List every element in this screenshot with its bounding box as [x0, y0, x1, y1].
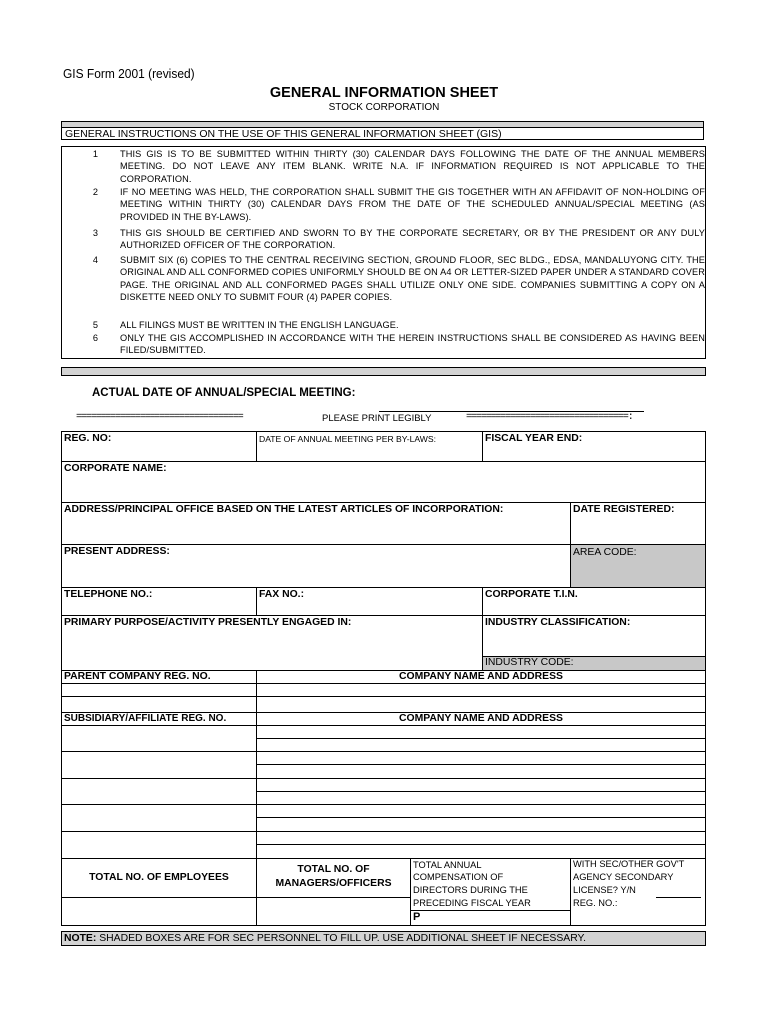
instruction-text: ONLY THE GIS ACCOMPLISHED IN ACCORDANCE WITH THE HEREIN INSTRUCTIONS SHALL BE CONSIDERED AS HAVING BEEN FILED/SUBMITTED.: [120, 333, 705, 356]
divider-dashes: ==================================: [76, 412, 243, 423]
instruction-number: 5: [92, 320, 98, 330]
page-title: GENERAL INFORMATION SHEET: [269, 85, 499, 101]
telephone-field[interactable]: [61, 587, 257, 616]
shaded-bar: [61, 367, 706, 376]
corporate-name-field[interactable]: [61, 461, 706, 503]
page-subtitle: STOCK CORPORATION: [328, 102, 440, 113]
peso-symbol: P: [413, 911, 421, 923]
secondary-license-label: REG. NO.:: [573, 898, 618, 908]
total-compensation-label: PRECEDING FISCAL YEAR: [413, 898, 531, 908]
instruction-number: 2: [92, 187, 98, 197]
instruction-text: SUBMIT SIX (6) COPIES TO THE CENTRAL RECEIVING SECTION, GROUND FLOOR, SEC BLDG., EDSA, MANDALUYONG CITY. THE ORIGINAL AND ALL CONFORMED COPIES UNIFORMLY SHOULD BE ON A4 OR LETTER-SIZED PAPER UNDER A STANDARD COVER PAGE. THE ORIGINAL AND ALL CONFORMED PAGES SHALL UTILIZE ONLY ONE SIDE. COMPANIES SUBMITTING A COPY ON A DISKETTE NEED ONLY TO SUBMIT FOUR (4) PAPER COPIES.: [120, 255, 705, 303]
total-employees-label: TOTAL NO. OF EMPLOYEES: [89, 872, 229, 883]
instructions-heading: GENERAL INSTRUCTIONS ON THE USE OF THIS GENERAL INFORMATION SHEET (GIS): [65, 128, 502, 140]
total-compensation-input[interactable]: [410, 910, 571, 926]
instruction-number: 6: [92, 333, 98, 343]
present-address-field[interactable]: [61, 544, 571, 588]
total-managers-label: TOTAL NO. OF: [297, 864, 370, 875]
fiscal-year-end-field[interactable]: [482, 431, 706, 462]
instruction-item: [92, 332, 705, 357]
instruction-item: [92, 254, 705, 304]
parent-reg-label: PARENT COMPANY REG. NO.: [64, 671, 211, 682]
total-employees-header: [61, 858, 257, 898]
subsidiary-reg-input[interactable]: [61, 804, 257, 832]
subsidiary-reg-input[interactable]: [61, 751, 257, 779]
parent-company-label: COMPANY NAME AND ADDRESS: [399, 671, 563, 682]
subsidiary-company-input[interactable]: [256, 817, 706, 832]
total-managers-label: MANAGERS/OFFICERS: [275, 878, 392, 889]
date-annual-meeting-field[interactable]: [256, 431, 483, 462]
subsidiary-reg-input[interactable]: [61, 831, 257, 859]
subsidiary-company-input[interactable]: [256, 764, 706, 779]
secondary-license-field[interactable]: [570, 858, 706, 926]
print-legibly-label: PLEASE PRINT LEGIBLY: [322, 413, 432, 424]
subsidiary-company-input[interactable]: [256, 778, 706, 792]
total-employees-input[interactable]: [61, 897, 257, 926]
instruction-item: [92, 227, 705, 252]
parent-reg-input[interactable]: [61, 683, 257, 697]
total-compensation-label: TOTAL ANNUAL: [413, 860, 482, 870]
instruction-number: 4: [92, 255, 98, 265]
principal-address-label: ADDRESS/PRINCIPAL OFFICE BASED ON THE LATEST ARTICLES OF INCORPORATION:: [64, 504, 504, 515]
telephone-label: TELEPHONE NO.:: [64, 589, 153, 600]
instruction-number: 1: [92, 149, 98, 159]
subsidiary-company-input[interactable]: [256, 831, 706, 845]
instruction-item: [92, 186, 705, 223]
instruction-text: THIS GIS IS TO BE SUBMITTED WITHIN THIRTY (30) CALENDAR DAYS FOLLOWING THE DATE OF THE ANNUAL MEMBERS MEETING. DO NOT LEAVE ANY ITEM BLANK. WRITE N.A. IF INFORMATION REQUIRED IS NOT APPLICABLE TO THE CORPORATION.: [120, 149, 705, 184]
meeting-date-label: ACTUAL DATE OF ANNUAL/SPECIAL MEETING:: [92, 387, 356, 399]
total-managers-header: [256, 858, 411, 898]
subsidiary-company-input[interactable]: [256, 844, 706, 859]
area-code-field: [570, 544, 706, 588]
secondary-license-label: AGENCY SECONDARY: [573, 872, 674, 882]
secondary-license-label: WITH SEC/OTHER GOV'T: [573, 859, 685, 869]
corporate-tin-field[interactable]: [482, 587, 706, 616]
subsidiary-company-input[interactable]: [256, 738, 706, 752]
instruction-text: IF NO MEETING WAS HELD, THE CORPORATION SHALL SUBMIT THE GIS TOGETHER WITH AN AFFIDAVIT OF NON-HOLDING OF MEETING WITHIN THIRTY (30) CALENDAR DAYS FROM THE DATE OF THE SCHEDULED ANNUAL/SPECIAL MEETING (AS PROVIDED IN THE BY-LAWS).: [120, 187, 705, 222]
reg-no-field[interactable]: [61, 431, 257, 462]
instruction-item: [92, 148, 705, 185]
instruction-text: ALL FILINGS MUST BE WRITTEN IN THE ENGLISH LANGUAGE.: [120, 320, 399, 330]
total-managers-input[interactable]: [256, 897, 411, 926]
subsidiary-company-header: [256, 712, 706, 726]
subsidiary-reg-label: SUBSIDIARY/AFFILIATE REG. NO.: [64, 713, 227, 724]
industry-classification-label: INDUSTRY CLASSIFICATION:: [485, 617, 631, 628]
fax-label: FAX NO.:: [259, 589, 305, 600]
fax-field[interactable]: [256, 587, 483, 616]
subsidiary-reg-header: [61, 712, 257, 726]
instructions-heading-box: [61, 121, 704, 140]
parent-company-input[interactable]: [256, 696, 706, 713]
total-compensation-label: COMPENSATION OF: [413, 872, 504, 882]
corporate-name-label: CORPORATE NAME:: [64, 463, 167, 474]
divider-dashes: =================================:: [466, 412, 633, 423]
instruction-item: [92, 319, 705, 331]
subsidiary-company-input[interactable]: [256, 751, 706, 765]
subsidiary-company-input[interactable]: [256, 791, 706, 805]
fiscal-year-end-label: FISCAL YEAR END:: [485, 433, 583, 444]
parent-company-header: [256, 670, 706, 684]
corporate-tin-label: CORPORATE T.I.N.: [485, 589, 578, 600]
principal-address-field[interactable]: [61, 502, 571, 545]
instructions-box: [61, 146, 706, 359]
parent-company-input[interactable]: [256, 683, 706, 697]
yn-input-line[interactable]: [656, 897, 701, 898]
industry-code-label: INDUSTRY CODE:: [485, 657, 574, 668]
date-registered-label: DATE REGISTERED:: [573, 504, 675, 515]
meeting-date-input[interactable]: [379, 399, 644, 412]
date-annual-meeting-label: DATE OF ANNUAL MEETING PER BY-LAWS:: [259, 434, 437, 444]
industry-code-field: [482, 656, 706, 671]
subsidiary-reg-input[interactable]: [61, 778, 257, 805]
subsidiary-reg-input[interactable]: [61, 725, 257, 752]
primary-purpose-field[interactable]: [61, 615, 483, 671]
note-label: NOTE:: [64, 933, 97, 944]
date-registered-field[interactable]: [570, 502, 706, 545]
instruction-number: 3: [92, 228, 98, 238]
subsidiary-company-input[interactable]: [256, 804, 706, 818]
primary-purpose-label: PRIMARY PURPOSE/ACTIVITY PRESENTLY ENGAGED IN:: [64, 617, 352, 628]
form-id: GIS Form 2001 (revised): [63, 66, 195, 81]
subsidiary-company-label: COMPANY NAME AND ADDRESS: [399, 713, 563, 724]
reg-no-label: REG. NO:: [64, 433, 112, 444]
industry-classification-field[interactable]: [482, 615, 706, 657]
secondary-license-label: LICENSE? Y/N: [573, 885, 636, 895]
parent-reg-input[interactable]: [61, 696, 257, 713]
area-code-label: AREA CODE:: [573, 547, 637, 558]
present-address-label: PRESENT ADDRESS:: [64, 546, 170, 557]
shaded-note: [61, 931, 706, 946]
instruction-text: THIS GIS SHOULD BE CERTIFIED AND SWORN TO BY THE CORPORATE SECRETARY, OR BY THE PRESIDENT OR ANY DULY AUTHORIZED OFFICER OF THE CORPORATION.: [120, 228, 705, 251]
total-compensation-label: DIRECTORS DURING THE: [413, 885, 528, 895]
subsidiary-company-input[interactable]: [256, 725, 706, 739]
total-compensation-header: [410, 858, 571, 911]
parent-reg-header: [61, 670, 257, 684]
note-text: SHADED BOXES ARE FOR SEC PERSONNEL TO FILL UP. USE ADDITIONAL SHEET IF NECESSARY.: [96, 933, 586, 944]
